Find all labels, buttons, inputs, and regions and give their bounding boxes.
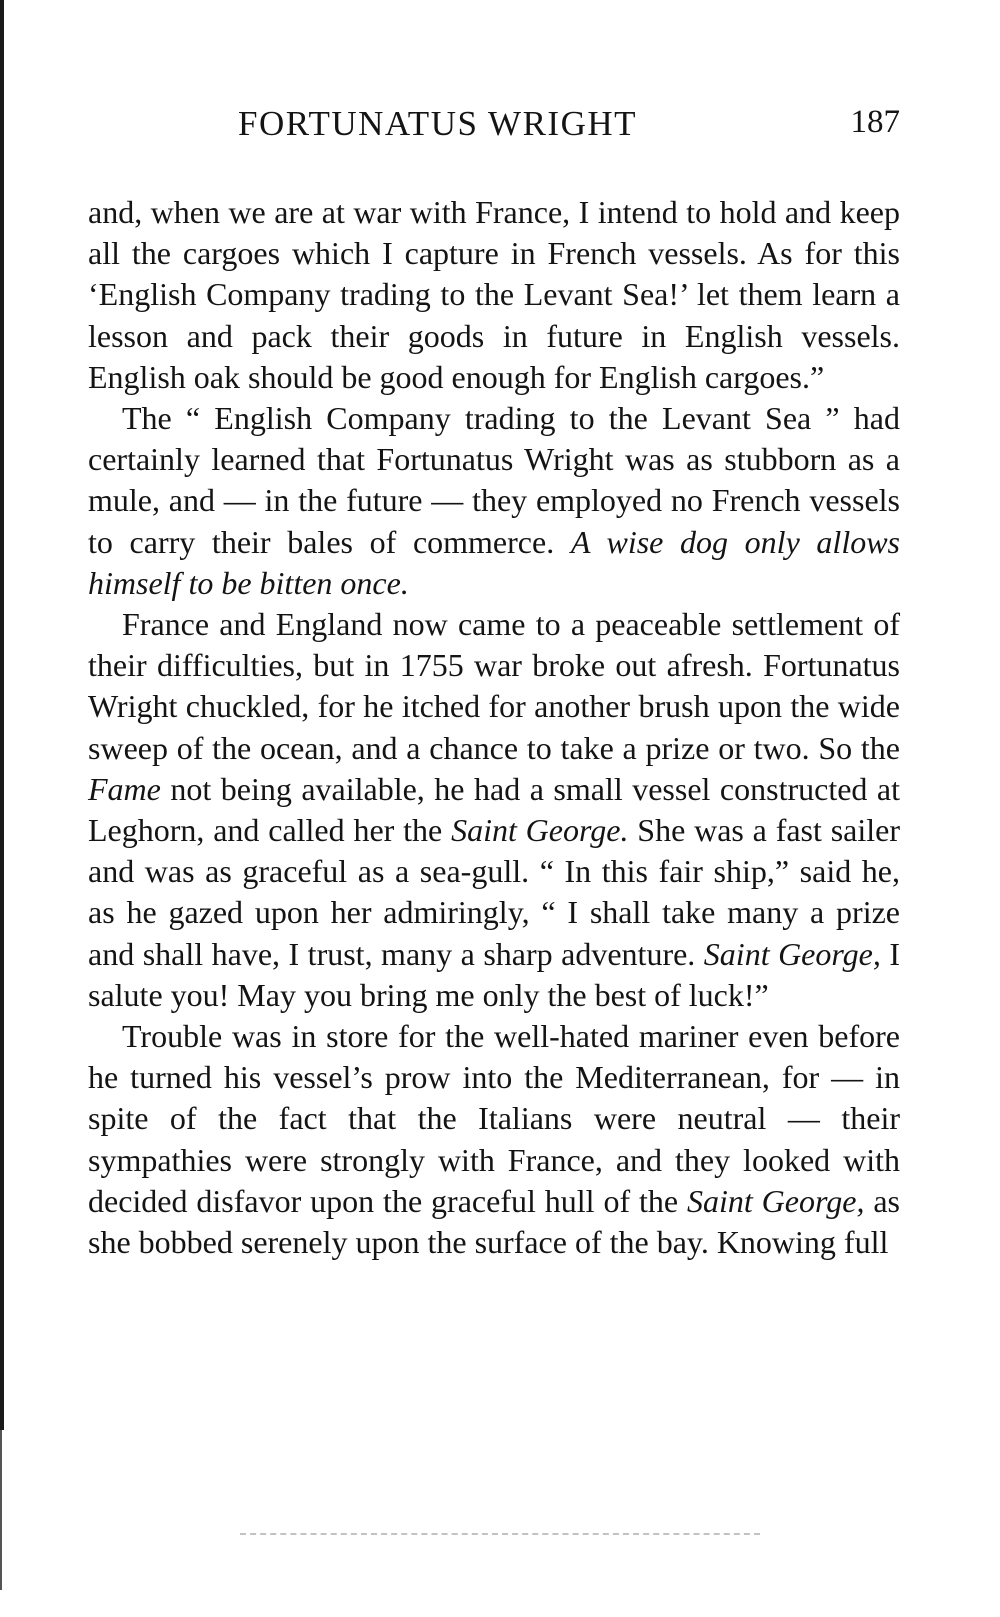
italic-segment: Saint George,: [686, 1182, 865, 1219]
text-segment: I salute you! May you bring me only the best of luck!”: [88, 935, 901, 1013]
paragraph-continuation: [88, 192, 900, 398]
text-segment: as she bobbed serenely upon the surface of the bay. Knowing full: [88, 1182, 901, 1261]
print-artifact-marks: [240, 1533, 760, 1539]
text-segment: and, when we are at war with France, I intend to hold and keep all the cargoes which I capture in French vessels. As for this ‘English Company trading to the Levant Sea!’ let them learn a lesson and pack their goods in future in English vessels. English oak should be good enough for English cargoes.”: [88, 194, 900, 395]
text-segment: France and England now came to a peaceable settlement of their difficulties, but in 1755 war broke out afresh. Fortunatus Wright chuckled, for he itched for another brush upon the wide sweep of the ocean, and a chance to take a prize or two. So the: [88, 606, 900, 766]
text-segment: The “ English Company trading to the Levant Sea ” had certainly learned that Fortunatus Wright was as stubborn as a mule, and — in the future — they employed no French vessels to carry their bales of commerce.: [88, 400, 900, 560]
text-segment: She was a fast sailer and was as graceful as a sea-gull. “ In this fair ship,” said he, as he gazed upon her admiringly, “ I shall take many a prize and shall have, I trust, many a sharp adventure.: [88, 812, 901, 972]
binding-edge-lower: [0, 1430, 2, 1590]
binding-edge: [0, 0, 4, 1430]
paragraph-trouble: [88, 1016, 900, 1263]
italic-segment: Saint George,: [703, 935, 881, 972]
page-body: [88, 192, 900, 1263]
italic-segment: A wise dog only allows himself to be bitten once.: [88, 523, 900, 601]
paragraph-saint-george: [88, 604, 900, 1016]
text-segment: not being available, he had a small vessel constructed at Leghorn, and called her the: [88, 770, 900, 849]
italic-segment: Fame: [88, 770, 161, 807]
page-number: 187: [850, 104, 900, 140]
page-header: [88, 104, 900, 154]
running-title: FORTUNATUS WRIGHT: [238, 104, 638, 143]
italic-segment: Saint George.: [451, 812, 629, 849]
paragraph-english-company: [88, 398, 900, 604]
text-segment: Trouble was in store for the well-hated mariner even before he turned his vessel’s prow into the Mediterranean, for — in spite of the fact that the Italians were neutral — their sympathies were strongly with France, and they looked with decided disfavor upon the graceful hull of the: [88, 1018, 900, 1219]
